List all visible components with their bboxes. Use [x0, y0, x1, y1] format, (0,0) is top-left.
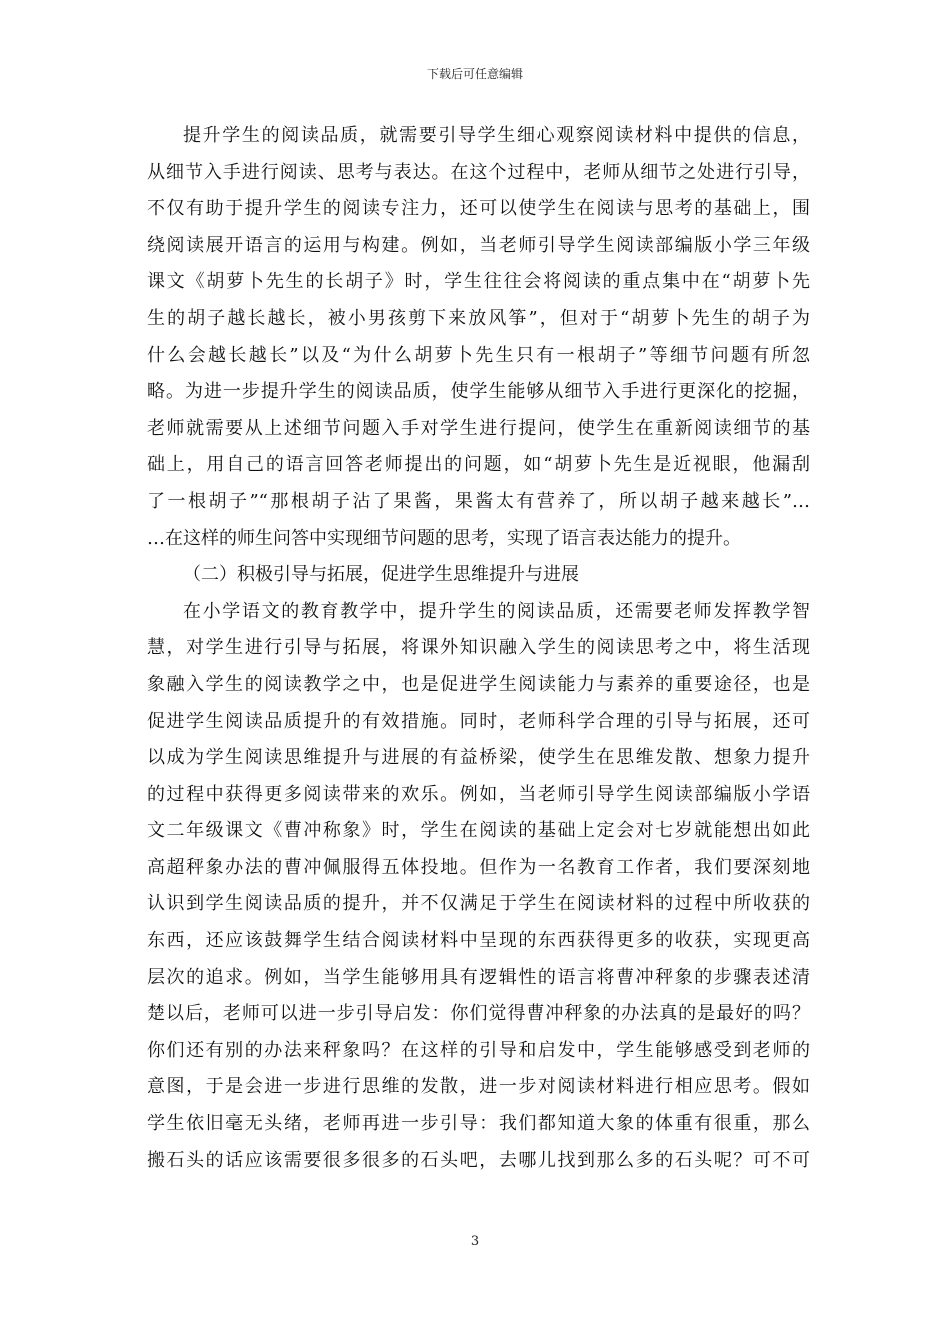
text-line: 楚以后，老师可以进一步引导启发：你们觉得曹冲秤象的办法真的是最好的吗？: [147, 1003, 810, 1025]
header-text: 下载后可任意编辑: [426, 67, 523, 81]
page-header: [0, 66, 950, 82]
text-line: 的过程中获得更多阅读带来的欢乐。例如，当老师引导学生阅读部编版小学语: [147, 783, 810, 805]
text-line: 在小学语文的教育教学中，提升学生的阅读品质，还需要老师发挥教学智: [183, 600, 810, 622]
text-line: 文二年级课文《曹冲称象》时，学生在阅读的基础上定会对七岁就能想出如此: [147, 820, 810, 842]
text-line: 从细节入手进行阅读、思考与表达。在这个过程中，老师从细节之处进行引导，: [147, 161, 810, 183]
text-line: 略。为进一步提升学生的阅读品质，使学生能够从细节入手进行更深化的挖掘，: [147, 381, 810, 403]
text-line: 东西，还应该鼓舞学生结合阅读材料中呈现的东西获得更多的收获，实现更高: [147, 930, 810, 952]
document-body: [147, 118, 810, 1179]
text-line: 认识到学生阅读品质的提升，并不仅满足于学生在阅读材料的过程中所收获的: [147, 893, 810, 915]
text-line: 老师就需要从上述细节问题入手对学生进行提问，使学生在重新阅读细节的基: [147, 417, 810, 439]
paragraph: [147, 118, 810, 557]
text-line: 什么会越长越长”以及“为什么胡萝卜先生只有一根胡子”等细节问题有所忽: [147, 344, 810, 366]
text-line: 生的胡子越长越长，被小男孩剪下来放风筝”，但对于“胡萝卜先生的胡子为: [147, 307, 810, 329]
text-line: 了一根胡子”“那根胡子沾了果酱，果酱太有营养了，所以胡子越来越长”…: [147, 490, 810, 512]
paragraph: [147, 594, 810, 1180]
text-line: 你们还有别的办法来秤象吗？在这样的引导和启发中，学生能够感受到老师的: [147, 1039, 810, 1061]
text-line: 提升学生的阅读品质，就需要引导学生细心观察阅读材料中提供的信息，: [183, 125, 810, 146]
section-heading: [147, 557, 810, 594]
text-line: 绕阅读展开语言的运用与构建。例如，当老师引导学生阅读部编版小学三年级: [147, 234, 810, 256]
text-line: 以成为学生阅读思维提升与进展的有益桥梁，使学生在思维发散、想象力提升: [147, 747, 810, 769]
text-line: 慧，对学生进行引导与拓展，将课外知识融入学生的阅读思考之中，将生活现: [147, 637, 810, 659]
text-line: 础上，用自己的语言回答老师提出的问题，如“胡萝卜先生是近视眼，他漏刮: [147, 454, 810, 476]
text-line: 象融入学生的阅读教学之中，也是促进学生阅读能力与素养的重要途径，也是: [147, 673, 810, 695]
text-line: 课文《胡萝卜先生的长胡子》时，学生往往会将阅读的重点集中在“胡萝卜先: [147, 271, 810, 293]
text-line: 促进学生阅读品质提升的有效措施。同时，老师科学合理的引导与拓展，还可: [147, 710, 810, 732]
text-line: 层次的追求。例如，当学生能够用具有逻辑性的语言将曹冲秤象的步骤表述清: [147, 966, 810, 988]
text-line: 意图，于是会进一步进行思维的发散，进一步对阅读材料进行相应思考。假如: [147, 1076, 810, 1098]
text-line: 搬石头的话应该需要很多很多的石头吧，去哪儿找到那么多的石头呢？可不可: [147, 1149, 810, 1171]
text-line: 不仅有助于提升学生的阅读专注力，还可以使学生在阅读与思考的基础上，围: [147, 198, 810, 220]
text-line: …在这样的师生问答中实现细节问题的思考，实现了语言表达能力的提升。: [147, 527, 741, 549]
text-line: 高超秤象办法的曹冲佩服得五体投地。但作为一名教育工作者，我们要深刻地: [147, 856, 810, 878]
text-line: 学生依旧毫无头绪，老师再进一步引导：我们都知道大象的体重有很重，那么: [147, 1113, 810, 1135]
page-number: 3: [470, 1234, 480, 1249]
text-line: （二）积极引导与拓展，促进学生思维提升与进展: [183, 564, 579, 586]
